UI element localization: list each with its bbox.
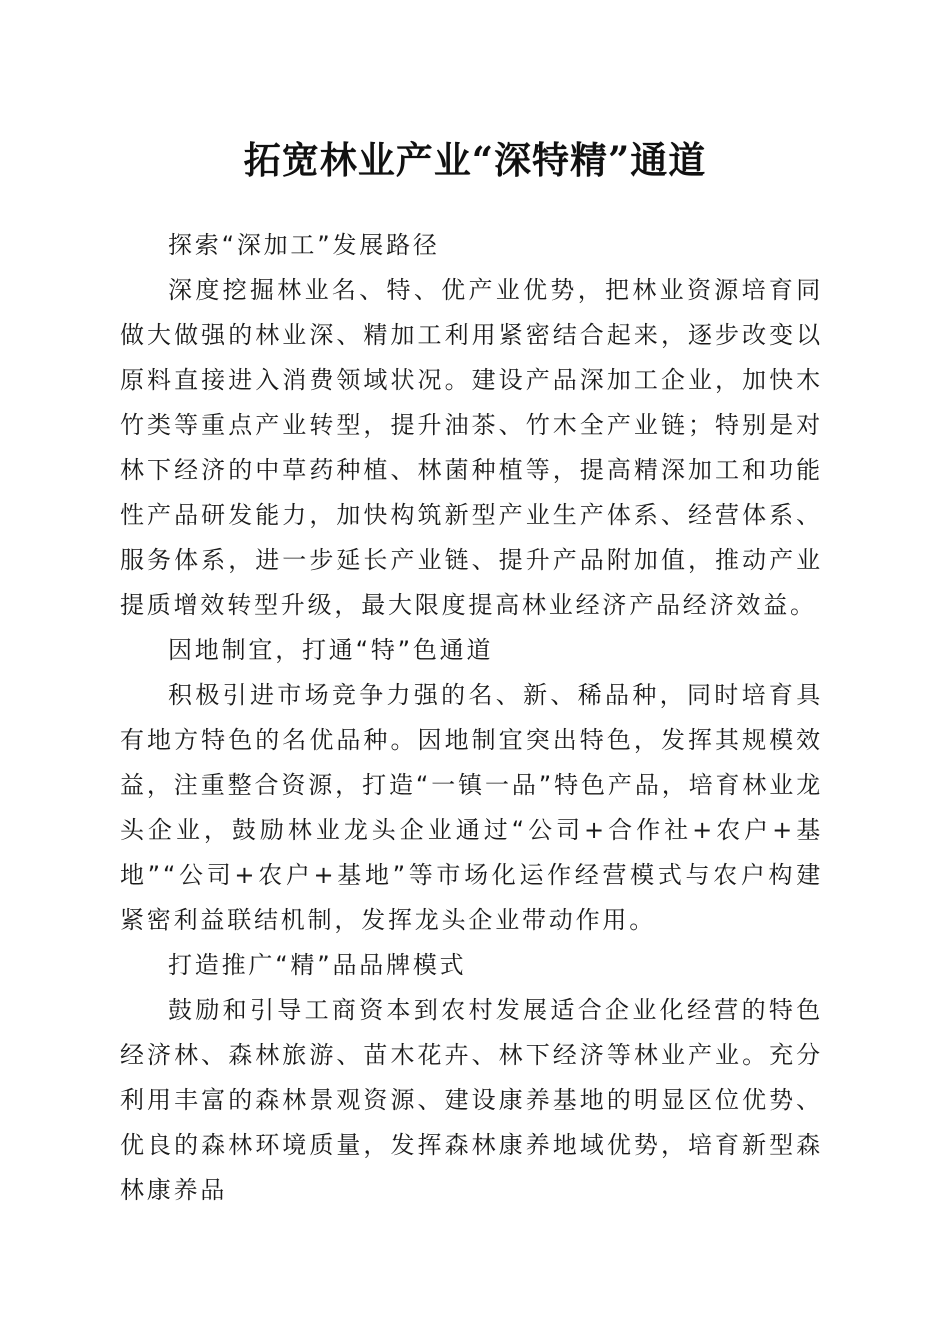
section-heading-special-channel: 因地制宜，打通“特”色通道	[168, 636, 494, 664]
section-heading-deep-processing: 探索“深加工”发展路径	[168, 231, 440, 259]
section-paragraph-quality-brand: 鼓励和引导工商资本到农村发展适合企业化经营的特色经济林、森林旅游、苗木花卉、林下经济等林业产业。充分利用丰富的森林景观资源、建设康养基地的明显区位优势、优良的森林环境质量，发挥森林康养地域优势，培育新型森林康养品	[120, 996, 823, 1204]
section-paragraph-deep-processing: 深度挖掘林业名、特、优产业优势，把林业资源培育同做大做强的林业深、精加工利用紧密结合起来，逐步改变以原料直接进入消费领域状况。建设产品深加工企业，加快木竹类等重点产业转型，提升油茶、竹木全产业链；特别是对林下经济的中草药种植、林菌种植等，提高精深加工和功能性产品研发能力，加快构筑新型产业生产体系、经营体系、服务体系，进一步延长产业链、提升产品附加值，推动产业提质增效转型升级，最大限度提高林业经济产品经济效益。	[120, 276, 823, 619]
section-heading-quality-brand: 打造推广“精”品品牌模式	[168, 951, 467, 979]
document-title: 拓宽林业产业“深特精”通道	[243, 138, 707, 182]
document-body	[120, 223, 823, 1213]
section-paragraph-special-channel: 积极引进市场竞争力强的名、新、稀品种，同时培育具有地方特色的名优品种。因地制宜突出特色，发挥其规模效益，注重整合资源，打造“一镇一品”特色产品，培育林业龙头企业，鼓励林业龙头企业通过“公司+合作社+农户+基地”“公司+农户+基地”等市场化运作经营模式与农户构建紧密利益联结机制，发挥龙头企业带动作用。	[120, 681, 823, 934]
